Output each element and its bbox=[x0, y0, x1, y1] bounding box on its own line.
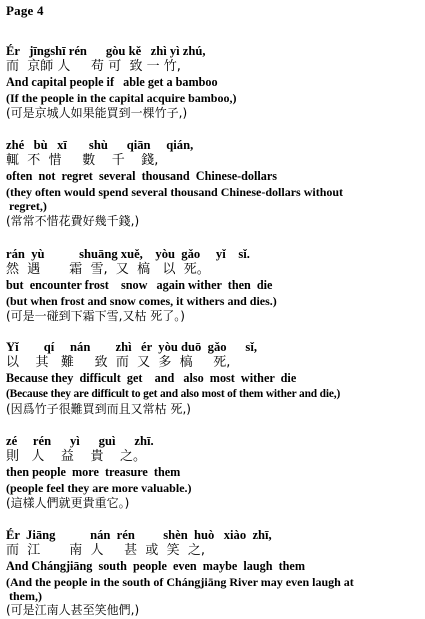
stanza-1-chinese-paraphrase: (可是京城人如果能買到一棵竹子,) bbox=[6, 106, 188, 120]
stanza-6-hanzi: 而 江 南 人 甚 或 笑 之, bbox=[6, 543, 206, 558]
stanza-4-pinyin: Yǐ qí nán zhì ér yòu duō gǎo sǐ, bbox=[6, 340, 257, 354]
stanza-6-pinyin: Ér Jiāng nán rén shèn huò xiào zhī, bbox=[6, 528, 272, 542]
stanza-3-english: but encounter frost snow again wither then die bbox=[6, 278, 273, 292]
stanza-6-paraphrase-cont: them,) bbox=[6, 589, 42, 603]
stanza-1-english: And capital people if able get a bamboo bbox=[6, 75, 218, 89]
stanza-2-hanzi: 輒 不 惜 數 千 錢, bbox=[6, 153, 159, 168]
stanza-6-english: And Chángjiāng south people even maybe laugh them bbox=[6, 559, 305, 573]
stanza-2-paraphrase: (they often would spend several thousand Chinese-dollars without bbox=[6, 185, 344, 199]
stanza-3-chinese-paraphrase: (可是一碰到下霜下雪,又枯 死了。) bbox=[6, 309, 185, 323]
stanza-5-english: then people more treasure them bbox=[6, 465, 181, 479]
stanza-2-pinyin: zhé bù xī shù qiān qián, bbox=[6, 138, 194, 152]
stanza-3-pinyin: rán yù shuāng xuě, yòu gǎo yǐ sǐ. bbox=[6, 247, 250, 261]
stanza-4-english: Because they difficult get and also most wither die bbox=[6, 371, 297, 385]
page-number: Page 4 bbox=[6, 3, 44, 18]
stanza-2-paraphrase-cont: regret,) bbox=[6, 199, 47, 213]
stanza-5-chinese-paraphrase: (這樣人們就更貴重它。) bbox=[6, 496, 130, 510]
stanza-4-paraphrase: (Because they are difficult to get and also most of them wither and die,) bbox=[6, 388, 341, 400]
stanza-1-hanzi: 而 京師 人 苟 可 致 一 竹, bbox=[6, 59, 181, 74]
stanza-1-pinyin: Ér jīngshī rén gòu kě zhì yì zhú, bbox=[6, 44, 206, 58]
stanza-2-chinese-paraphrase: (常常不惜花費好幾千錢,) bbox=[6, 214, 140, 228]
stanza-6-chinese-paraphrase: (可是江南人甚至笑他們,) bbox=[6, 603, 140, 617]
stanza-5-pinyin: zé rén yì guì zhī. bbox=[6, 434, 154, 448]
stanza-4-hanzi: 以 其 難 致 而 又 多 槁 死, bbox=[6, 355, 231, 370]
stanza-1-paraphrase: (If the people in the capital acquire bamboo,) bbox=[6, 91, 237, 105]
stanza-2-english: often not regret several thousand Chinese-dollars bbox=[6, 169, 278, 183]
stanza-3-paraphrase: (but when frost and snow comes, it withers and dies.) bbox=[6, 294, 277, 308]
stanza-5-hanzi: 則 人 益 貴 之。 bbox=[6, 449, 146, 464]
stanza-5-paraphrase: (people feel they are more valuable.) bbox=[6, 481, 192, 495]
stanza-6-paraphrase: (And the people in the south of Chángjiāng River may even laugh at bbox=[6, 575, 354, 589]
stanza-3-hanzi: 然 遇 霜 雪, 又 槁 以 死。 bbox=[6, 262, 210, 277]
stanza-4-chinese-paraphrase: (因爲竹子很難買到而且又常枯 死,) bbox=[6, 402, 191, 416]
